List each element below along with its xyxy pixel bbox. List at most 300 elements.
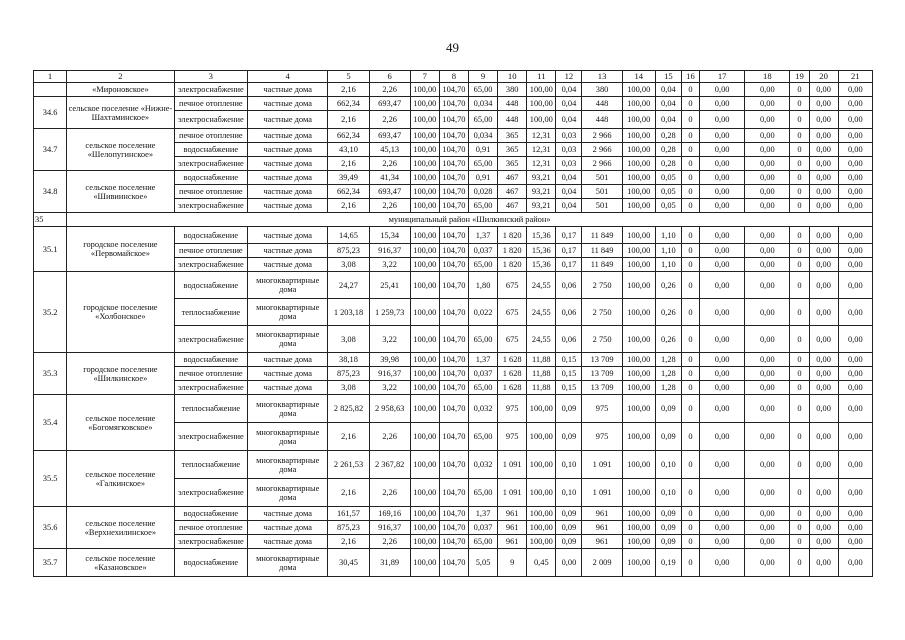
value-cell: 100,00 (410, 451, 439, 479)
value-cell: 0,00 (700, 479, 745, 507)
value-cell: 0,00 (700, 244, 745, 258)
value-cell: 0,00 (700, 395, 745, 423)
value-cell: 100,00 (527, 521, 556, 535)
value-cell: 104,70 (439, 353, 468, 367)
value-cell: 961 (498, 521, 527, 535)
value-cell: 0,00 (745, 549, 790, 577)
housing-type-cell: многоквартирные дома (248, 326, 328, 353)
value-cell: 467 (498, 185, 527, 199)
value-cell: 0,00 (809, 185, 838, 199)
value-cell: 2 966 (582, 143, 622, 157)
value-cell: 0,91 (469, 143, 498, 157)
value-cell: 0,06 (556, 299, 582, 326)
value-cell: 0,10 (655, 451, 681, 479)
value-cell: 100,00 (410, 171, 439, 185)
value-cell: 0,00 (809, 423, 838, 451)
value-cell: 100,00 (622, 507, 655, 521)
value-cell: 65,00 (469, 83, 498, 97)
table-row (34, 507, 873, 521)
value-cell: 0 (790, 381, 809, 395)
value-cell: 15,36 (527, 244, 556, 258)
value-cell: 2,26 (369, 423, 410, 451)
value-cell: 0,00 (809, 451, 838, 479)
service-cell: водоснабжение (174, 353, 247, 367)
value-cell: 0,00 (745, 367, 790, 381)
value-cell: 2 261,53 (328, 451, 369, 479)
value-cell: 13 709 (582, 367, 622, 381)
value-cell: 100,00 (527, 395, 556, 423)
value-cell: 448 (498, 111, 527, 129)
value-cell: 11,88 (527, 381, 556, 395)
value-cell: 675 (498, 326, 527, 353)
column-number-cell: 19 (790, 71, 809, 83)
service-cell: печное отопление (174, 97, 247, 111)
value-cell: 693,47 (369, 185, 410, 199)
value-cell: 0,00 (700, 258, 745, 272)
value-cell: 2,16 (328, 199, 369, 213)
value-cell: 100,00 (410, 299, 439, 326)
value-cell: 1 628 (498, 367, 527, 381)
value-cell: 104,70 (439, 549, 468, 577)
value-cell: 65,00 (469, 326, 498, 353)
value-cell: 0 (790, 507, 809, 521)
value-cell: 675 (498, 299, 527, 326)
value-cell: 11 849 (582, 244, 622, 258)
value-cell: 0 (681, 129, 699, 143)
value-cell: 100,00 (622, 157, 655, 171)
value-cell: 0,00 (745, 272, 790, 299)
column-number-cell: 15 (655, 71, 681, 83)
value-cell: 0,00 (838, 381, 872, 395)
value-cell: 0 (790, 451, 809, 479)
settlement-name-cell: городское поселение «Шилкинское» (67, 353, 175, 395)
value-cell: 0,04 (556, 199, 582, 213)
housing-type-cell: частные дома (248, 185, 328, 199)
value-cell: 0 (790, 479, 809, 507)
value-cell: 1 091 (498, 451, 527, 479)
value-cell: 0,04 (556, 185, 582, 199)
value-cell: 0,15 (556, 353, 582, 367)
value-cell: 100,00 (622, 171, 655, 185)
value-cell: 0,19 (655, 549, 681, 577)
value-cell: 0,00 (838, 97, 872, 111)
housing-type-cell: частные дома (248, 367, 328, 381)
value-cell: 0,17 (556, 227, 582, 244)
value-cell: 0,00 (745, 199, 790, 213)
housing-type-cell: частные дома (248, 244, 328, 258)
value-cell: 961 (498, 507, 527, 521)
row-number-cell (34, 83, 67, 97)
value-cell: 2 750 (582, 326, 622, 353)
value-cell: 65,00 (469, 535, 498, 549)
value-cell: 0,17 (556, 258, 582, 272)
value-cell: 100,00 (527, 451, 556, 479)
value-cell: 1 091 (582, 451, 622, 479)
value-cell: 2,16 (328, 111, 369, 129)
value-cell: 0,03 (556, 157, 582, 171)
row-number-cell: 35.3 (34, 353, 67, 395)
service-cell: электроснабжение (174, 199, 247, 213)
value-cell: 0,04 (655, 97, 681, 111)
value-cell: 0,00 (838, 549, 872, 577)
value-cell: 0,00 (745, 258, 790, 272)
value-cell: 100,00 (622, 83, 655, 97)
value-cell: 2,26 (369, 83, 410, 97)
value-cell: 0,28 (655, 157, 681, 171)
value-cell: 1,10 (655, 227, 681, 244)
value-cell: 0 (790, 97, 809, 111)
row-number-cell: 34.7 (34, 129, 67, 171)
value-cell: 961 (498, 535, 527, 549)
value-cell: 0 (681, 97, 699, 111)
settlement-name-cell: сельское поселение «Нижне-Шахтаминское» (67, 97, 175, 129)
table-row (34, 272, 873, 299)
service-cell: электроснабжение (174, 479, 247, 507)
housing-type-cell: многоквартирные дома (248, 272, 328, 299)
value-cell: 0,00 (809, 83, 838, 97)
value-cell: 0 (681, 258, 699, 272)
service-cell: электроснабжение (174, 83, 247, 97)
value-cell: 2,16 (328, 157, 369, 171)
value-cell: 0 (790, 157, 809, 171)
value-cell: 0,26 (655, 272, 681, 299)
value-cell: 100,00 (410, 111, 439, 129)
value-cell: 100,00 (410, 258, 439, 272)
value-cell: 100,00 (622, 185, 655, 199)
value-cell: 0,032 (469, 395, 498, 423)
service-cell: электроснабжение (174, 535, 247, 549)
value-cell: 100,00 (622, 423, 655, 451)
value-cell: 1 259,73 (369, 299, 410, 326)
value-cell: 3,22 (369, 326, 410, 353)
value-cell: 0,00 (700, 549, 745, 577)
value-cell: 0,00 (700, 326, 745, 353)
value-cell: 5,05 (469, 549, 498, 577)
value-cell: 365 (498, 157, 527, 171)
value-cell: 13 709 (582, 353, 622, 367)
value-cell: 0,03 (556, 129, 582, 143)
settlement-name-cell: «Мироновское» (67, 83, 175, 97)
value-cell: 0 (681, 326, 699, 353)
value-cell: 65,00 (469, 258, 498, 272)
value-cell: 0 (681, 111, 699, 129)
value-cell: 15,34 (369, 227, 410, 244)
column-number-cell: 6 (369, 71, 410, 83)
value-cell: 1,10 (655, 258, 681, 272)
value-cell: 0,04 (556, 111, 582, 129)
value-cell: 100,00 (410, 185, 439, 199)
value-cell: 0,032 (469, 451, 498, 479)
value-cell: 100,00 (622, 479, 655, 507)
column-number-cell: 14 (622, 71, 655, 83)
service-cell: электроснабжение (174, 326, 247, 353)
settlement-name-cell: городское поселение «Первомайское» (67, 227, 175, 272)
value-cell: 0,45 (527, 549, 556, 577)
table-row (34, 451, 873, 479)
value-cell: 0,00 (838, 83, 872, 97)
value-cell: 100,00 (410, 83, 439, 97)
value-cell: 0,00 (838, 272, 872, 299)
table-row (34, 549, 873, 577)
value-cell: 0,00 (809, 381, 838, 395)
settlement-name-cell: сельское поселение «Богомягковское» (67, 395, 175, 451)
value-cell: 100,00 (410, 244, 439, 258)
value-cell: 1 820 (498, 227, 527, 244)
value-cell: 0,00 (809, 171, 838, 185)
value-cell: 0,00 (700, 272, 745, 299)
value-cell: 0,00 (838, 129, 872, 143)
value-cell: 501 (582, 199, 622, 213)
value-cell: 0,00 (745, 395, 790, 423)
value-cell: 0,00 (838, 451, 872, 479)
value-cell: 0 (790, 83, 809, 97)
value-cell: 1,37 (469, 353, 498, 367)
value-cell: 24,27 (328, 272, 369, 299)
value-cell: 0 (790, 244, 809, 258)
value-cell: 501 (582, 185, 622, 199)
housing-type-cell: частные дома (248, 111, 328, 129)
value-cell: 100,00 (622, 272, 655, 299)
row-number-cell: 34.8 (34, 171, 67, 213)
value-cell: 1,28 (655, 381, 681, 395)
housing-type-cell: многоквартирные дома (248, 479, 328, 507)
value-cell: 0,00 (838, 258, 872, 272)
value-cell: 0,09 (655, 507, 681, 521)
housing-type-cell: многоквартирные дома (248, 451, 328, 479)
value-cell: 0,00 (809, 353, 838, 367)
value-cell: 0,00 (745, 381, 790, 395)
value-cell: 24,55 (527, 272, 556, 299)
service-cell: печное отопление (174, 367, 247, 381)
service-cell: электроснабжение (174, 381, 247, 395)
value-cell: 0,00 (745, 185, 790, 199)
value-cell: 100,00 (622, 451, 655, 479)
housing-type-cell: многоквартирные дома (248, 299, 328, 326)
value-cell: 0,00 (700, 521, 745, 535)
value-cell: 100,00 (410, 157, 439, 171)
value-cell: 0,00 (838, 367, 872, 381)
value-cell: 104,70 (439, 185, 468, 199)
value-cell: 0 (790, 258, 809, 272)
value-cell: 975 (498, 423, 527, 451)
value-cell: 0,00 (809, 395, 838, 423)
value-cell: 1,37 (469, 227, 498, 244)
value-cell: 104,70 (439, 395, 468, 423)
value-cell: 0,00 (700, 111, 745, 129)
value-cell: 0,09 (556, 507, 582, 521)
value-cell: 104,70 (439, 367, 468, 381)
value-cell: 2,16 (328, 479, 369, 507)
value-cell: 3,08 (328, 258, 369, 272)
value-cell: 0,00 (745, 353, 790, 367)
column-number-cell: 3 (174, 71, 247, 83)
service-cell: печное отопление (174, 129, 247, 143)
value-cell: 1 820 (498, 244, 527, 258)
value-cell: 104,70 (439, 451, 468, 479)
value-cell: 0 (681, 353, 699, 367)
value-cell: 0 (790, 353, 809, 367)
value-cell: 100,00 (622, 111, 655, 129)
value-cell: 100,00 (622, 549, 655, 577)
service-cell: печное отопление (174, 185, 247, 199)
value-cell: 11,88 (527, 353, 556, 367)
value-cell: 12,31 (527, 129, 556, 143)
table-row (34, 395, 873, 423)
value-cell: 0,028 (469, 185, 498, 199)
value-cell: 448 (498, 97, 527, 111)
value-cell: 0,00 (838, 521, 872, 535)
value-cell: 45,13 (369, 143, 410, 157)
value-cell: 0,00 (838, 479, 872, 507)
column-number-cell: 5 (328, 71, 369, 83)
value-cell: 100,00 (410, 507, 439, 521)
value-cell: 104,70 (439, 171, 468, 185)
value-cell: 0 (790, 423, 809, 451)
value-cell: 1 091 (582, 479, 622, 507)
value-cell: 0 (681, 199, 699, 213)
value-cell: 662,34 (328, 97, 369, 111)
value-cell: 100,00 (410, 227, 439, 244)
value-cell: 0,09 (556, 423, 582, 451)
value-cell: 100,00 (622, 199, 655, 213)
value-cell: 3,22 (369, 381, 410, 395)
value-cell: 41,34 (369, 171, 410, 185)
value-cell: 875,23 (328, 521, 369, 535)
table-row (34, 353, 873, 367)
value-cell: 0,04 (556, 97, 582, 111)
value-cell: 1,28 (655, 353, 681, 367)
value-cell: 100,00 (527, 83, 556, 97)
value-cell: 0,00 (809, 129, 838, 143)
value-cell: 0 (790, 549, 809, 577)
value-cell: 100,00 (622, 129, 655, 143)
value-cell: 0,09 (655, 395, 681, 423)
column-number-cell: 9 (469, 71, 498, 83)
value-cell: 0,00 (700, 157, 745, 171)
value-cell: 0,00 (700, 535, 745, 549)
value-cell: 0 (681, 157, 699, 171)
value-cell: 0,00 (700, 185, 745, 199)
value-cell: 0,09 (556, 521, 582, 535)
service-cell: теплоснабжение (174, 395, 247, 423)
value-cell: 100,00 (410, 129, 439, 143)
value-cell: 0 (681, 83, 699, 97)
value-cell: 0,00 (809, 199, 838, 213)
housing-type-cell: частные дома (248, 507, 328, 521)
value-cell: 0,00 (809, 227, 838, 244)
value-cell: 0,00 (700, 299, 745, 326)
value-cell: 0 (790, 535, 809, 549)
value-cell: 100,00 (410, 353, 439, 367)
value-cell: 0,00 (809, 367, 838, 381)
value-cell: 100,00 (622, 227, 655, 244)
value-cell: 0 (681, 451, 699, 479)
service-cell: водоснабжение (174, 171, 247, 185)
value-cell: 1,37 (469, 507, 498, 521)
value-cell: 0,00 (838, 507, 872, 521)
value-cell: 12,31 (527, 143, 556, 157)
value-cell: 3,22 (369, 258, 410, 272)
value-cell: 0 (790, 299, 809, 326)
value-cell: 100,00 (410, 423, 439, 451)
value-cell: 0 (681, 244, 699, 258)
value-cell: 104,70 (439, 521, 468, 535)
value-cell: 467 (498, 199, 527, 213)
value-cell: 0,00 (745, 143, 790, 157)
value-cell: 448 (582, 111, 622, 129)
value-cell: 0,00 (838, 423, 872, 451)
value-cell: 916,37 (369, 367, 410, 381)
value-cell: 15,36 (527, 258, 556, 272)
table-row (34, 129, 873, 143)
value-cell: 0,00 (745, 507, 790, 521)
value-cell: 0 (790, 171, 809, 185)
value-cell: 11 849 (582, 227, 622, 244)
value-cell: 675 (498, 272, 527, 299)
value-cell: 0 (790, 129, 809, 143)
column-number-row (34, 71, 873, 83)
value-cell: 0,00 (838, 353, 872, 367)
value-cell: 0,00 (809, 521, 838, 535)
page-number: 49 (446, 40, 459, 55)
value-cell: 0,037 (469, 244, 498, 258)
value-cell: 467 (498, 171, 527, 185)
value-cell: 0,00 (700, 353, 745, 367)
value-cell: 100,00 (410, 367, 439, 381)
housing-type-cell: частные дома (248, 227, 328, 244)
service-cell: водоснабжение (174, 549, 247, 577)
value-cell: 0 (681, 535, 699, 549)
housing-type-cell: частные дома (248, 157, 328, 171)
housing-type-cell: частные дома (248, 143, 328, 157)
value-cell: 0,00 (700, 367, 745, 381)
value-cell: 0,00 (700, 227, 745, 244)
value-cell: 43,10 (328, 143, 369, 157)
value-cell: 0,00 (838, 171, 872, 185)
value-cell: 104,70 (439, 507, 468, 521)
value-cell: 975 (582, 395, 622, 423)
value-cell: 9 (498, 549, 527, 577)
service-cell: водоснабжение (174, 227, 247, 244)
column-number-cell: 12 (556, 71, 582, 83)
value-cell: 100,00 (622, 143, 655, 157)
value-cell: 0,91 (469, 171, 498, 185)
value-cell: 100,00 (622, 395, 655, 423)
housing-type-cell: частные дома (248, 97, 328, 111)
value-cell: 961 (582, 521, 622, 535)
value-cell: 961 (582, 535, 622, 549)
column-number-cell: 4 (248, 71, 328, 83)
value-cell: 161,57 (328, 507, 369, 521)
value-cell: 0,09 (655, 423, 681, 451)
value-cell: 0 (681, 381, 699, 395)
value-cell: 100,00 (410, 535, 439, 549)
table-row (34, 171, 873, 185)
value-cell: 0 (681, 227, 699, 244)
service-cell: электроснабжение (174, 157, 247, 171)
value-cell: 100,00 (622, 353, 655, 367)
value-cell: 3,08 (328, 381, 369, 395)
value-cell: 0,09 (556, 535, 582, 549)
value-cell: 961 (582, 507, 622, 521)
value-cell: 104,70 (439, 97, 468, 111)
value-cell: 0,00 (838, 143, 872, 157)
service-cell: водоснабжение (174, 143, 247, 157)
value-cell: 0,00 (745, 326, 790, 353)
value-cell: 0,00 (809, 244, 838, 258)
housing-type-cell: частные дома (248, 535, 328, 549)
value-cell: 100,00 (527, 97, 556, 111)
